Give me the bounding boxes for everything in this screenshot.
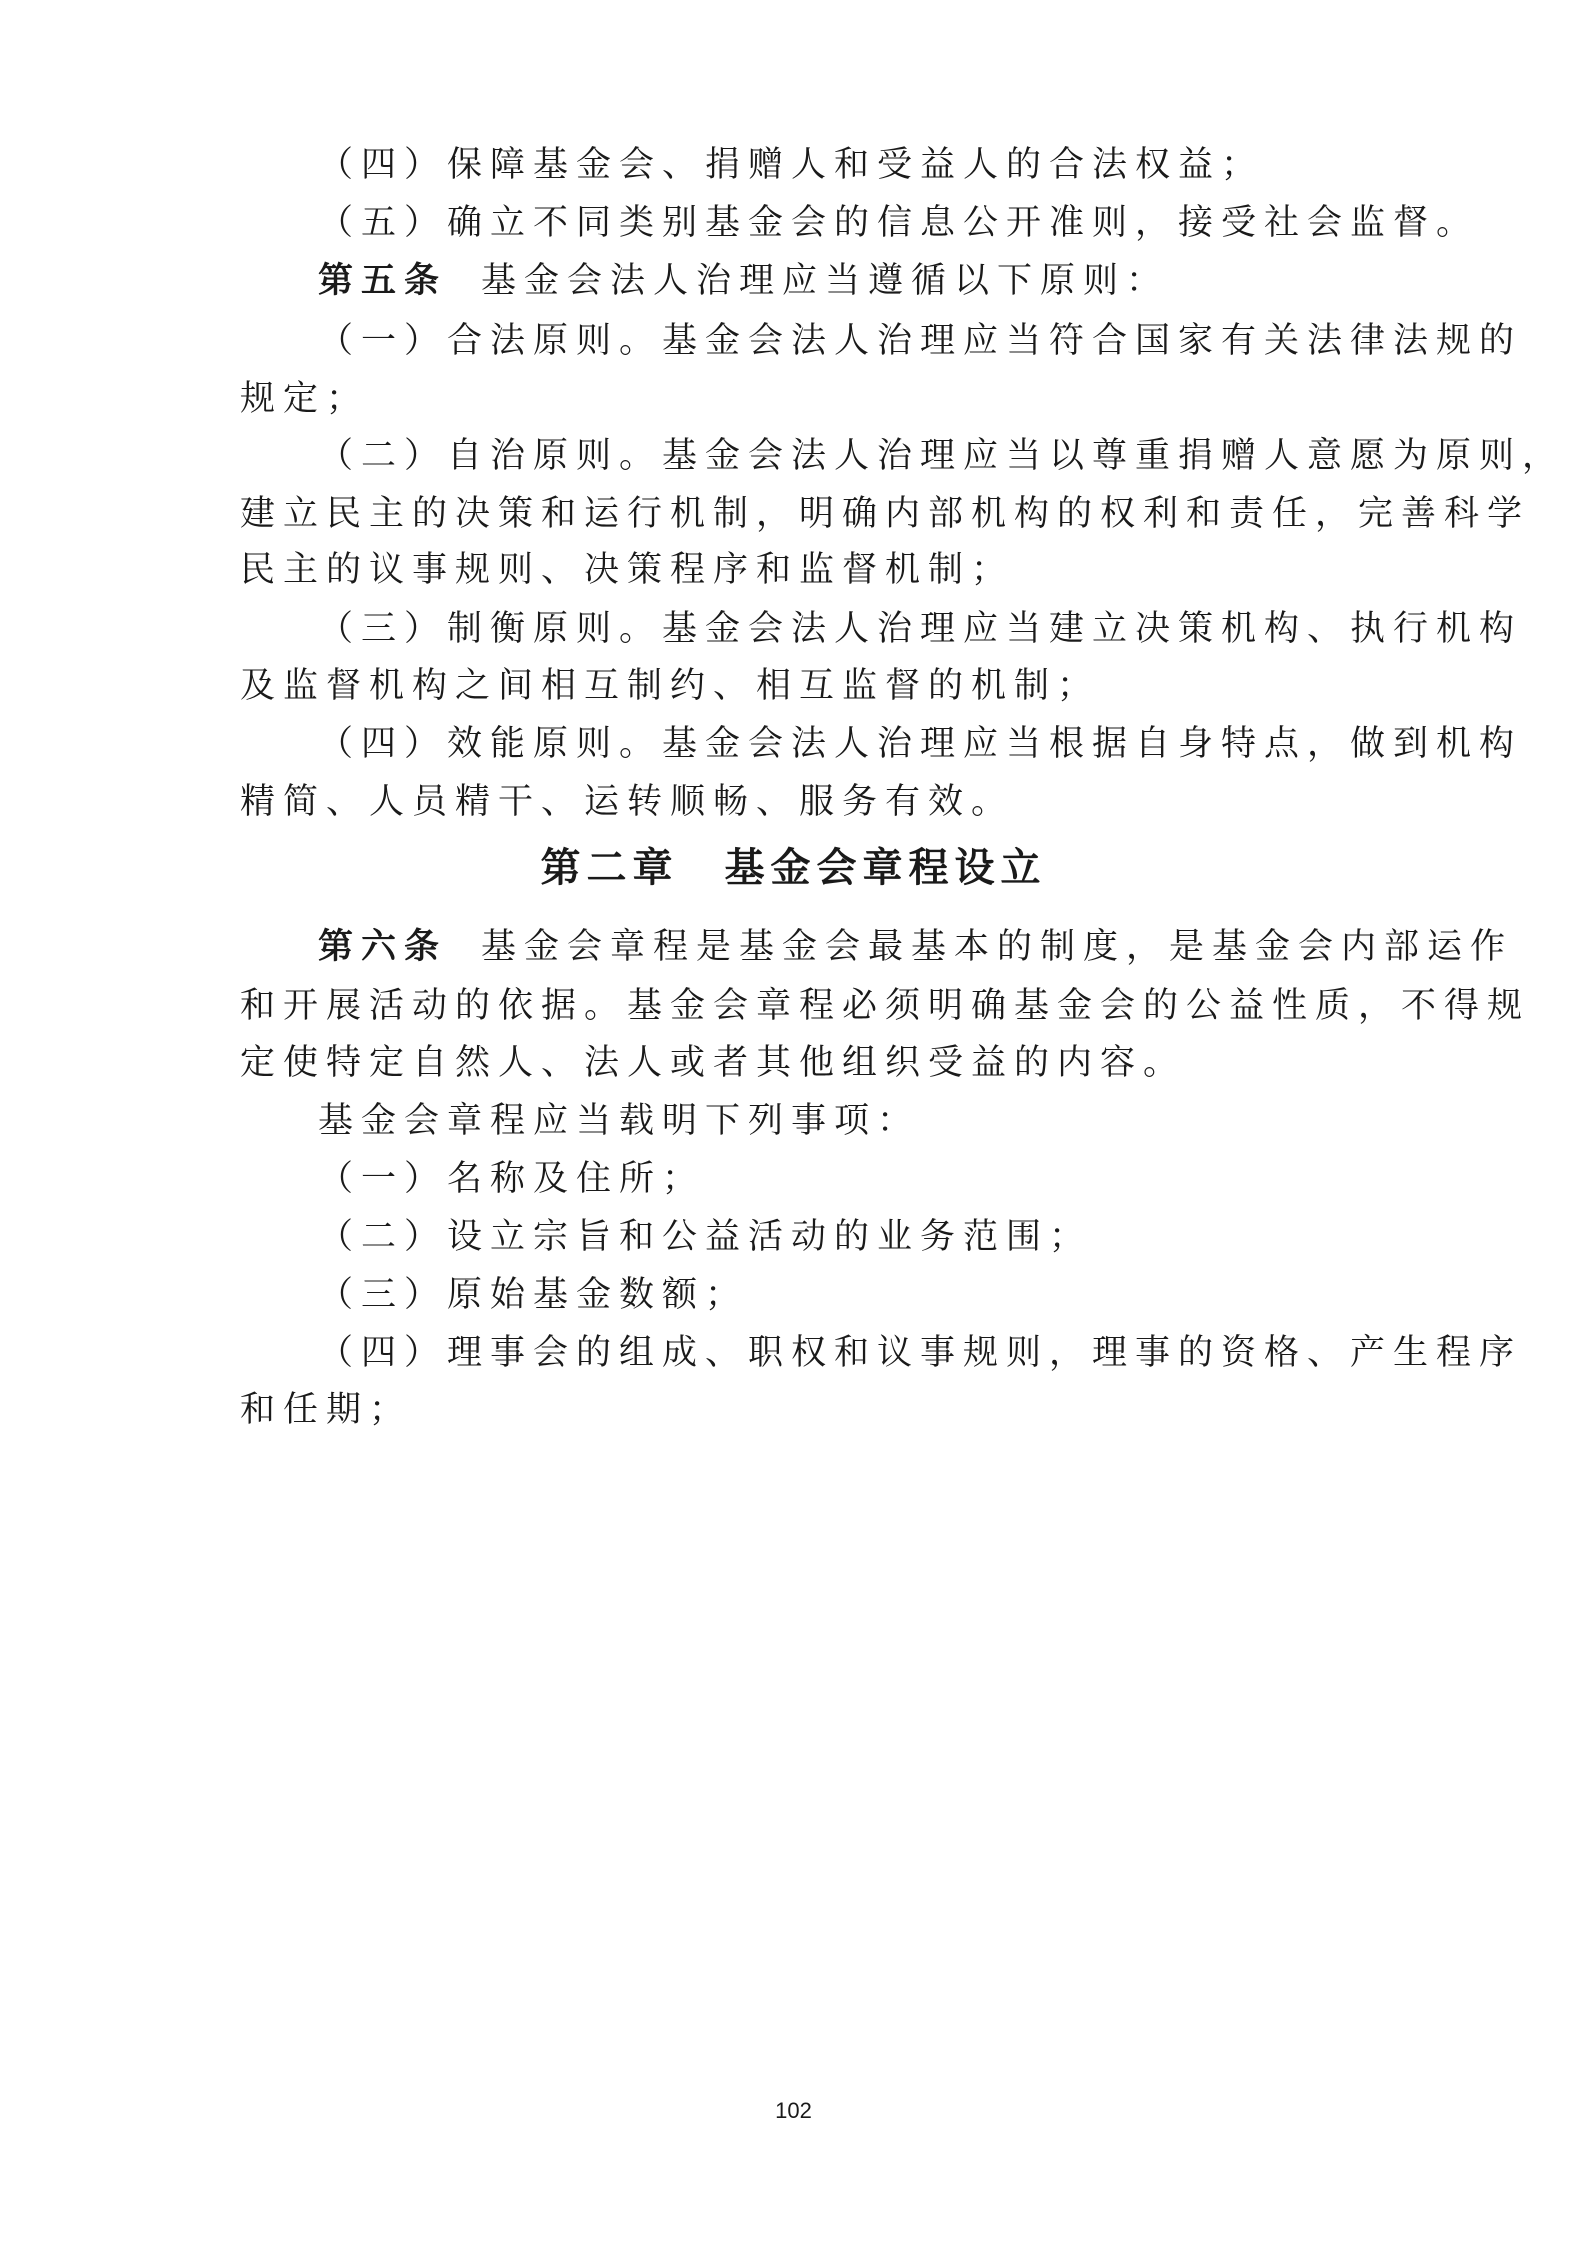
principle-2-line-2: 建立民主的决策和运行机制，明确内部机构的权利和责任，完善科学 [240, 494, 1531, 534]
principle-3-line-2: 及监督机构之间相互制约、相互监督的机制； [240, 666, 1101, 706]
principle-4-line-2: 精简、人员精干、运转顺畅、服务有效。 [240, 782, 1015, 822]
article-6-text: 基金会章程是基金会最基本的制度，是基金会内部运作 [481, 927, 1514, 967]
article-6-heading: 第六条 [318, 926, 448, 967]
article-5-heading: 第五条 [318, 260, 448, 301]
charter-item-3: （三）原始基金数额； [318, 1275, 749, 1315]
principle-2-line-3: 民主的议事规则、决策程序和监督机制； [240, 550, 1015, 590]
paragraph-item-5-disclosure: （五）确立不同类别基金会的信息公开准则，接受社会监督。 [318, 203, 1480, 243]
page-number: 102 [775, 2098, 812, 2123]
charter-items-intro: 基金会章程应当载明下列事项： [318, 1101, 921, 1141]
principle-1-line-1: （一）合法原则。基金会法人治理应当符合国家有关法律法规的 [318, 321, 1523, 361]
article-5 [318, 257, 1360, 305]
charter-item-1: （一）名称及住所； [318, 1159, 706, 1199]
paragraph-item-4-rights: （四）保障基金会、捐赠人和受益人的合法权益； [318, 145, 1265, 185]
principle-1-line-2: 规定； [240, 379, 370, 419]
principle-3-line-1: （三）制衡原则。基金会法人治理应当建立决策机构、执行机构 [318, 609, 1523, 649]
principle-4-line-1: （四）效能原则。基金会法人治理应当根据自身特点，做到机构 [318, 724, 1523, 764]
article-5-text: 基金会法人治理应当遵循以下原则： [481, 261, 1170, 301]
chapter-heading: 第二章 基金会章程设立 [540, 844, 1047, 891]
charter-item-4-line-2: 和任期； [240, 1390, 413, 1430]
principle-2-line-1: （二）自治原则。基金会法人治理应当以尊重捐赠人意愿为原则， [318, 436, 1566, 476]
article-6-line-3: 定使特定自然人、法人或者其他组织受益的内容。 [240, 1043, 1187, 1083]
article-6-line-2: 和开展活动的依据。基金会章程必须明确基金会的公益性质，不得规 [240, 986, 1531, 1026]
charter-item-4-line-1: （四）理事会的组成、职权和议事规则，理事的资格、产生程序 [318, 1333, 1523, 1373]
article-6-line-1 [318, 923, 1514, 971]
charter-item-2: （二）设立宗旨和公益活动的业务范围； [318, 1217, 1093, 1257]
